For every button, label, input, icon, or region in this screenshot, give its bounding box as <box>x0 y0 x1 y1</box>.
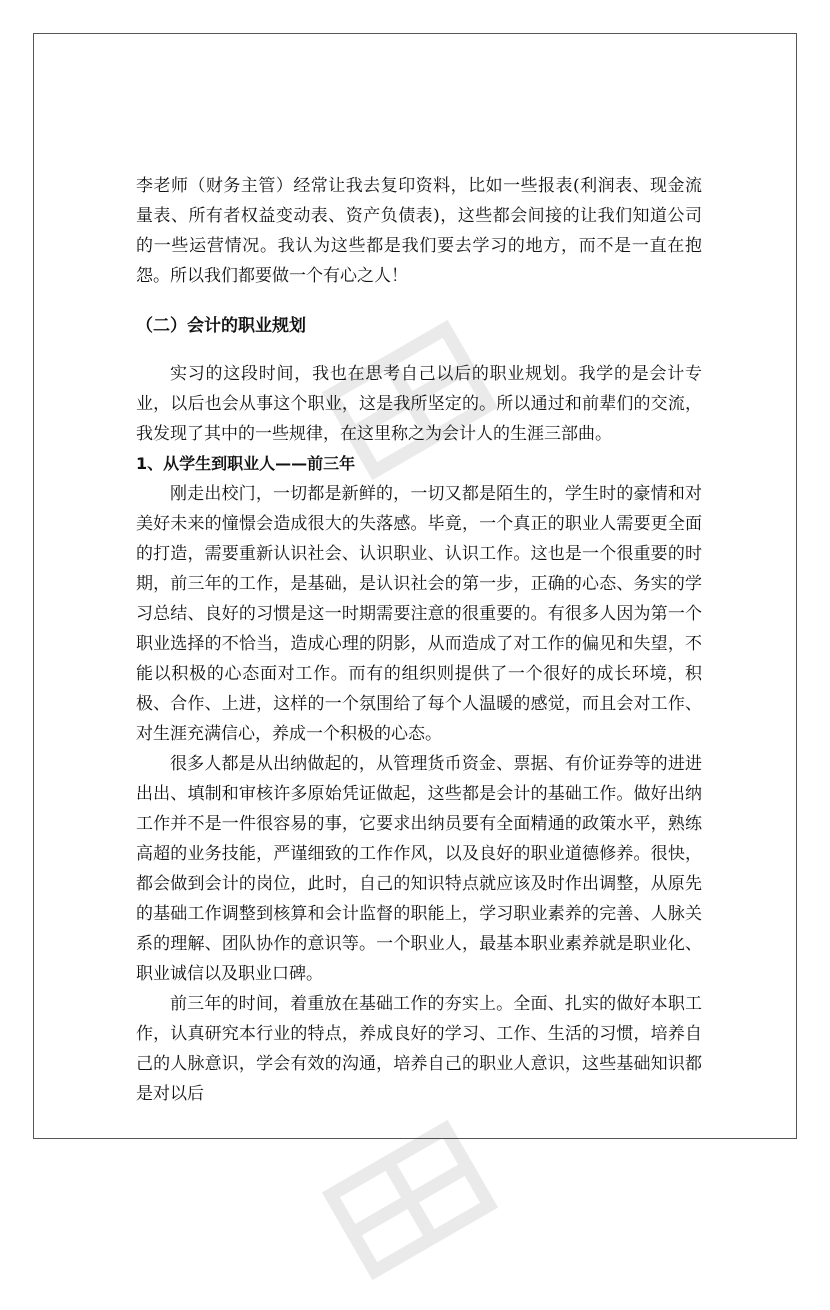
paragraph: 李老师（财务主管）经常让我去复印资料，比如一些报表(利润表、现金流量表、所有者权益变动表、资产负债表)，这些都会间接的让我们知道公司的一些运营情况。我认为这些都是我们要去学习的地方，而不是一直在抱怨。所以我们都要做一个有心之人！ <box>136 176 702 286</box>
paragraph: 刚走出校门，一切都是新鲜的，一切又都是陌生的，学生时的豪情和对美好未来的憧憬会造成很大的失落感。毕竟，一个真正的职业人需要更全面的打造，需要重新认识社会、认识职业、认识工作。这也是一个很重要的时期，前三年的工作，是基础，是认识社会的第一步，正确的心态、务实的学习总结、良好的习惯是这一时期需要注意的很重要的。有很多人因为第一个职业选择的不恰当，造成心理的阴影，从而造成了对工作的偏见和失望，不能以积极的心态面对工作。而有的组织则提供了一个很好的成长环境，积极、合作、上进，这样的一个氛围给了每个人温暖的感觉，而且会对工作、对生涯充满信心，养成一个积极的心态。 <box>136 484 702 744</box>
sub-heading: 1、从学生到职业人——前三年 <box>136 454 356 473</box>
paragraph: 很多人都是从出纳做起的，从管理货币资金、票据、有价证券等的进进出出、填制和审核许多原始凭证做起，这些都是会计的基础工作。做好出纳工作并不是一件很容易的事，它要求出纳员要有全面精通的政策水平，熟练高超的业务技能，严谨细致的工作作风，以及良好的职业道德修养。很快，都会做到会计的岗位，此时，自己的知识特点就应该及时作出调整，从原先的基础工作调整到核算和会计监督的职能上，学习职业素养的完善、人脉关系的理解、团队协作的意识等。一个职业人，最基本职业素养就是职业化、职业诚信以及职业口碑。 <box>136 754 702 984</box>
paragraph: 前三年的时间，着重放在基础工作的夯实上。全面、扎实的做好本职工作，认真研究本行业的特点，养成良好的学习、工作、生活的习惯，培养自己的人脉意识，学会有效的沟通，培养自己的职业人意识，这些基础知识都是对以后 <box>136 994 702 1104</box>
paragraph: 实习的这段时间，我也在思考自己以后的职业规划。我学的是会计专业，以后也会从事这个职业，这是我所坚定的。所以通过和前辈们的交流，我发现了其中的一些规律，在这里称之为会计人的生涯三部曲。 <box>136 364 702 444</box>
section-heading: （二）会计的职业规划 <box>136 316 306 336</box>
document-body <box>136 171 702 1109</box>
